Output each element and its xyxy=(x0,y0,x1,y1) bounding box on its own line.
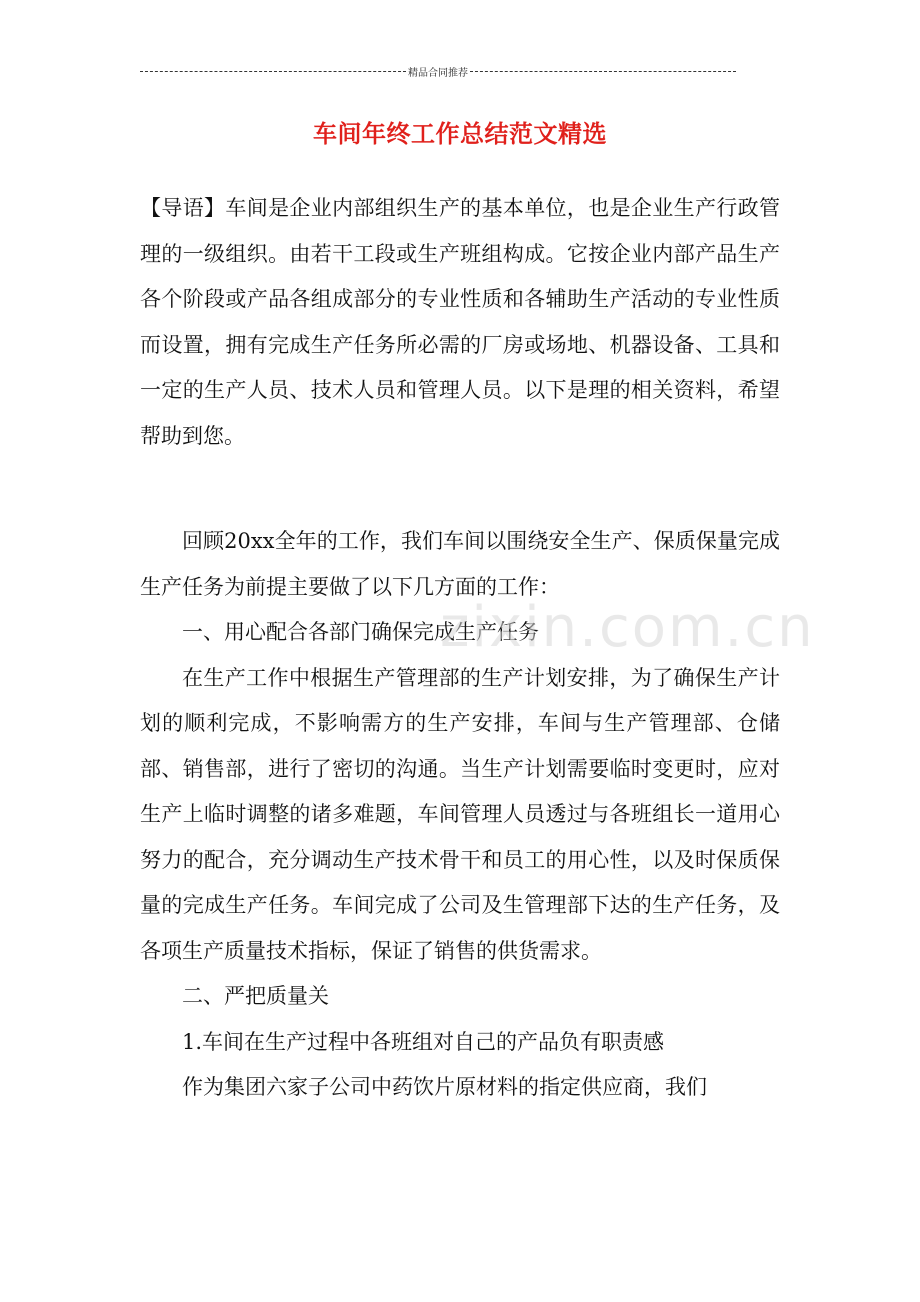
header-label: 精品合同推荐 xyxy=(408,68,468,79)
section-heading-2: 二、严把质量关 xyxy=(182,984,329,1008)
intro-paragraph: 【导语】车间是企业内部组织生产的基本单位，也是企业生产行政管理的一级组织。由若干工段或生产班组构成。它按企业内部产品生产各个阶段或产品各组成部分的专业性质和各辅助生产活动的专业性质而设置，拥有完成生产任务所必需的厂房或场地、机器设备、工具和一定的生产人员、技术人员和管理人员。以下是理的相关资料，希望帮助到您。 xyxy=(140,196,780,448)
body-paragraph-review: 回顾20xx全年的工作，我们车间以围绕安全生产、保质保量完成生产任务为前提主要做了以下几方面的工作： xyxy=(140,529,780,599)
document-body xyxy=(140,186,780,1111)
paragraph-spacer xyxy=(140,459,780,519)
section-heading-1: 一、用心配合各部门确保完成生产任务 xyxy=(182,620,539,644)
header-dash-left xyxy=(140,71,406,72)
body-paragraph-supplier: 作为集团六家子公司中药饮片原材料的指定供应商，我们 xyxy=(182,1075,707,1099)
body-paragraph-production: 在生产工作中根据生产管理部的生产计划安排，为了确保生产计划的顺利完成，不影响需方的生产安排，车间与生产管理部、仓储部、销售部，进行了密切的沟通。当生产计划需要临时变更时，应对生产上临时调整的诸多难题，车间管理人员透过与各班组长一道用心努力的配合，充分调动生产技术骨干和员工的用心性，以及时保质保量的完成生产任务。车间完成了公司及生管理部下达的生产任务，及各项生产质量技术指标，保证了销售的供货需求。 xyxy=(140,665,780,963)
document-title: 车间年终工作总结范文精选 xyxy=(313,120,607,148)
header-dash-right xyxy=(470,71,736,72)
page-header xyxy=(140,64,736,79)
watermark: zixin.com.cn xyxy=(440,595,815,660)
subsection-heading-1: 1.车间在生产过程中各班组对自己的产品负有职责感 xyxy=(182,1029,665,1054)
